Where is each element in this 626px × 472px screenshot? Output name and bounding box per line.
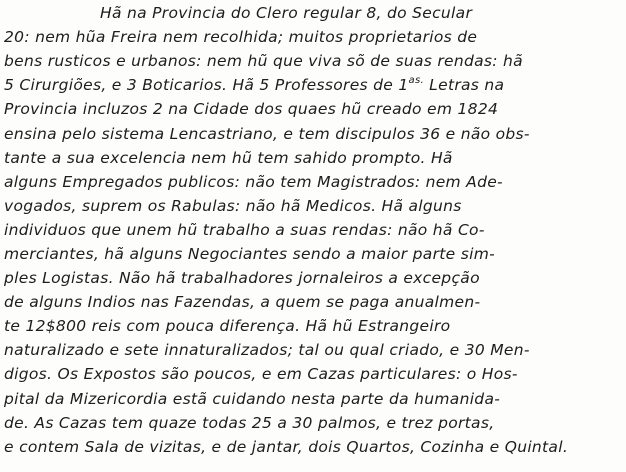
text-line-14: te 12$800 reis com pouca diferença. Hã hũ Estrangeiro: [4, 317, 451, 335]
text-line-12: ples Logistas. Não hã trabalhadores jornaleiros a excepção: [4, 269, 480, 287]
text-line-4: 5 Cirurgiões, e 3 Boticarios. Hã 5 Professores de $1^{as.}$ Letras na: [4, 75, 505, 94]
text-line-5: Provincia incluzos 2 na Cidade dos quaes hũ creado em 1824: [4, 100, 499, 118]
text-line-17: pital da Mizericordia estã cuidando nesta parte da humanida-: [4, 390, 501, 408]
text-line-11: merciantes, hã alguns Negociantes sendo a maior parte sim-: [4, 245, 495, 263]
text-line-8: alguns Empregados publicos: não tem Magistrados: nem Ade-: [4, 173, 503, 191]
text-line-1: Hã na Provincia do Clero regular 8, do Secular: [100, 4, 473, 22]
superscript-as: as.: [408, 75, 424, 86]
text-line-6: ensina pelo sistema Lencastriano, e tem discipulos 36 e não obs-: [4, 125, 530, 143]
text-line-10: individuos que unem hũ trabalho a suas rendas: não hã Co-: [4, 221, 485, 239]
text-line-13: de alguns Indios nas Fazendas, a quem se paga anualmen-: [4, 293, 481, 311]
text-line-16: digos. Os Expostos são poucos, e em Cazas particulares: o Hos-: [4, 365, 518, 383]
text-line-2: 20: nem hũa Freira nem recolhida; muitos proprietarios de: [4, 28, 478, 46]
text-line-19: e contem Sala de vizitas, e de jantar, dois Quartos, Cozinha e Quintal.: [4, 438, 569, 456]
text-line-18: de. As Cazas tem quaze todas 25 a 30 palmos, e trez portas,: [4, 414, 495, 432]
text-line-3: bens rusticos e urbanos: nem hũ que viva sõ de suas rendas: hã: [4, 52, 523, 70]
text-line-7: tante a sua excelencia nem hũ tem sahido prompto. Hã: [4, 149, 453, 167]
text-line-9: vogados, suprem os Rabulas: não hã Medicos. Hã alguns: [4, 197, 462, 215]
text-line-15: naturalizado e sete innaturalizados; tal ou qual criado, e 30 Men-: [4, 341, 530, 359]
